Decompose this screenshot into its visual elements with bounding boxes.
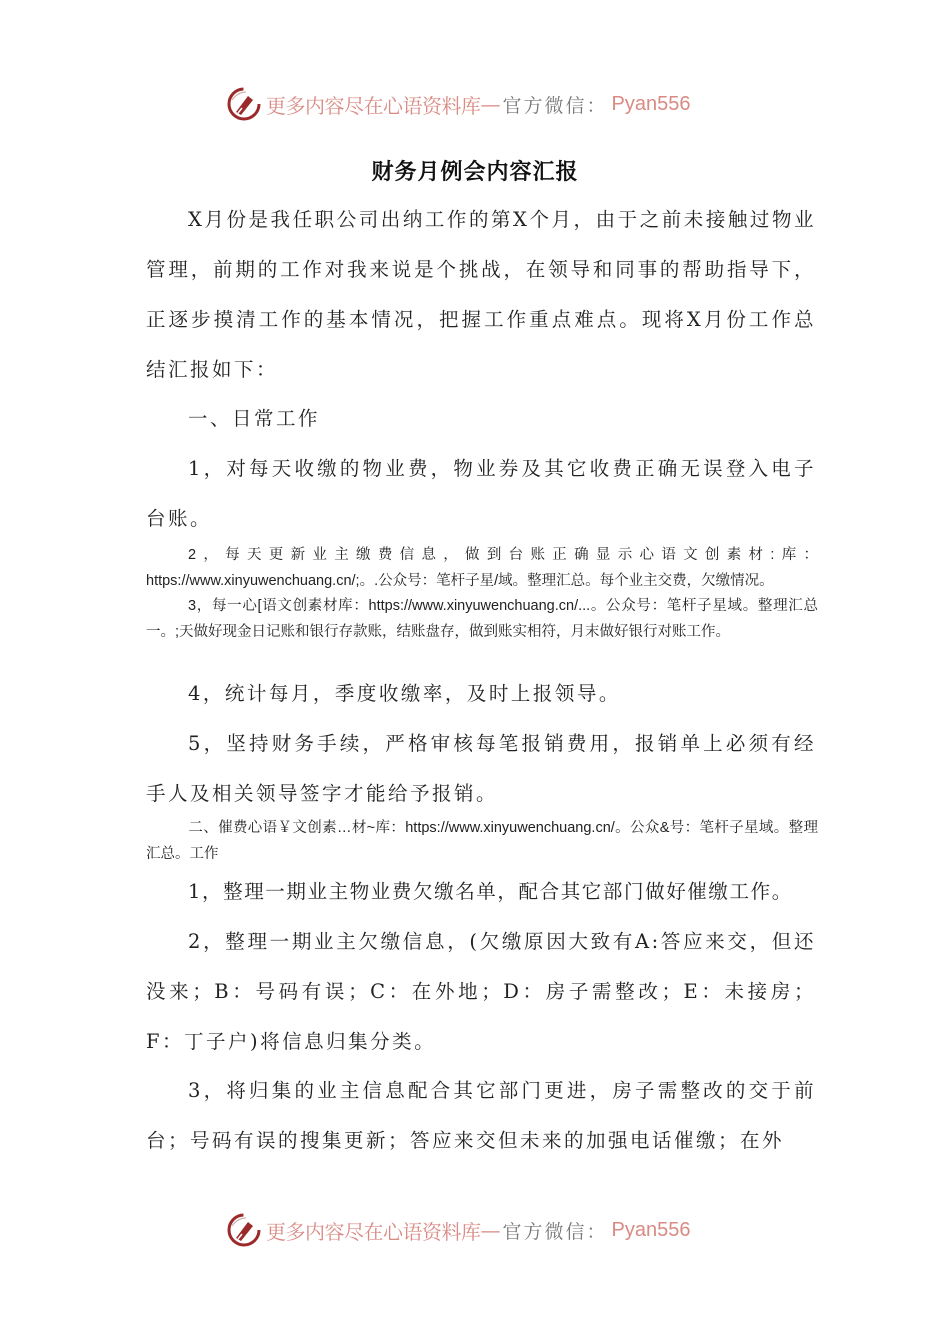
section1-item4 (146, 669, 816, 719)
intro-text: X月份是我任职公司出纳工作的第X个月，由于之前未接触过物业管理，前期的工作对我来说是个挑战，在领导和同事的帮助指导下，正逐步摸清工作的基本情况，把握工作重点难点。现将X月份工作总结汇报如下： (146, 208, 816, 381)
watermark-wechat-label: 官方微信： (502, 1220, 608, 1243)
section2-item1-text: 1，整理一期业主物业费欠缴名单，配合其它部门做好催缴工作。 (188, 880, 793, 903)
section1-item1-text: 1，对每天收缴的物业费，物业券及其它收费正确无误登入电子台账。 (146, 457, 816, 530)
pen-nib-logo-icon (226, 1212, 262, 1248)
watermark-library-text: 更多内容尽在心语资料库 (266, 1219, 481, 1244)
section1-item1 (146, 444, 816, 544)
section1-item5 (146, 719, 816, 819)
section1-item2 (146, 543, 818, 594)
section2-item2-text: 2，整理一期业主欠缴信息，(欠缴原因大致有A:答应来交，但还没来；B：号码有误；C：在外地；D：房子需整改；E：未接房；F：丁子户)将信息归集分类。 (146, 930, 816, 1053)
watermark-library-text: 更多内容尽在心语资料库 (266, 93, 481, 118)
section1-item3 (146, 594, 818, 645)
watermark-wechat-id: Pyan556 (611, 92, 691, 115)
intro-paragraph (146, 195, 816, 395)
section1-item2-text: 2，每天更新业主缴费信息，做到台账正确显示心语文创素材:库：https://www.xinyuwenchuang.cn/;。.公众号：笔杆子星/域。整理汇总。每个业主交费，欠缴情况。 (146, 547, 818, 589)
section1-heading-text: 一、日常工作 (188, 407, 321, 430)
pen-nib-logo-icon (226, 86, 262, 122)
section2-heading (146, 816, 818, 867)
section1-heading (146, 394, 816, 444)
document-title: 财务月例会内容汇报 (371, 159, 579, 185)
section1-item4-text: 4，统计每月，季度收缴率，及时上报领导。 (188, 682, 621, 705)
section2-heading-text: 二、催费心语￥文创素…材~库：https://www.xinyuwenchuang.cn/。公众&号：笔杆子星域。整理汇总。工作 (146, 820, 818, 862)
watermark-wechat-label: 官方微信： (502, 94, 608, 117)
watermark-dash: — (480, 92, 501, 116)
section2-item3 (146, 1066, 816, 1166)
section2-item2 (146, 917, 816, 1067)
watermark-wechat-id: Pyan556 (611, 1218, 691, 1241)
section1-item3-text: 3，每一心[语文创素材库：https://www.xinyuwenchuang.cn/...。公众号：笔杆子星域。整理汇总一。;天做好现金日记账和银行存款账，结账盘存，做到账实相符，月末做好银行对账工作。 (146, 598, 818, 640)
watermark-dash: — (480, 1218, 501, 1242)
watermark-banner-top (226, 82, 726, 126)
section2-item3-text: 3，将归集的业主信息配合其它部门更进，房子需整改的交于前台；号码有误的搜集更新；答应来交但未来的加强电话催缴；在外 (146, 1079, 816, 1152)
section2-item1 (146, 867, 816, 917)
section1-item5-text: 5，坚持财务手续，严格审核每笔报销费用，报销单上必须有经手人及相关领导签字才能给予报销。 (146, 732, 816, 805)
watermark-banner-bottom (226, 1208, 726, 1252)
